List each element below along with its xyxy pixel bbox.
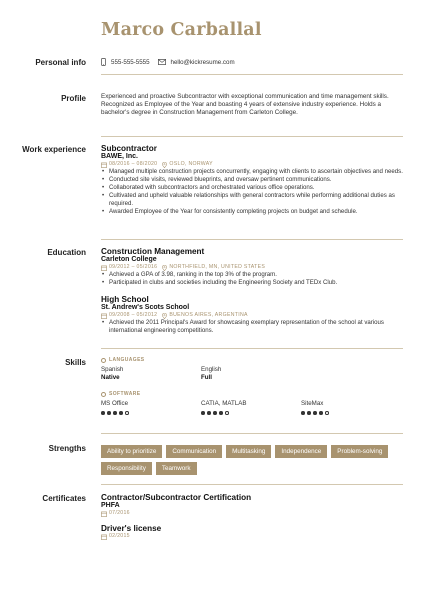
education-meta [101, 264, 405, 271]
filled-dot [219, 411, 223, 415]
divider [101, 239, 403, 240]
divider [101, 74, 403, 75]
filled-dot [107, 411, 111, 415]
education-dates: 09/2012 – 05/2016 [109, 264, 158, 270]
circle-icon [101, 392, 106, 397]
software-name: CATIA, MATLAB [201, 400, 247, 407]
education-location: NORTHFIELD, MN, UNITED STATES [169, 264, 266, 270]
list-item: • Awarded Employee of the Year for consistently completing projects on budget and schedule. [109, 208, 405, 216]
strength-tag: Teamwork [156, 462, 197, 475]
phone-icon [101, 58, 106, 66]
strength-tags [101, 445, 405, 479]
calendar-icon [101, 534, 107, 540]
certificate-entry [101, 524, 405, 540]
section-label-skills: Skills [65, 358, 86, 367]
empty-dot [225, 411, 229, 415]
section-label-certificates: Certificates [42, 494, 86, 503]
location-pin-icon [162, 313, 167, 319]
list-item: • Collaborated with subcontractors and orchestrated various office operations. [109, 184, 405, 192]
list-item: • Achieved the 2011 Principal's Award for showcasing exemplary representation of the school at various international engineering competitions. [109, 319, 405, 335]
languages-grid [101, 366, 405, 382]
list-item: • Conducted site visits, reviewed blueprints, and oversaw pertinent communications. [109, 176, 405, 184]
location-pin-icon [162, 162, 167, 168]
divider [101, 136, 403, 137]
filled-dot [213, 411, 217, 415]
school-name: Carleton College [101, 256, 157, 263]
filled-dot [201, 411, 205, 415]
company-name: BAWE, Inc. [101, 153, 138, 160]
divider [101, 484, 403, 485]
education-entry [101, 295, 405, 335]
language-level: Native [101, 374, 120, 381]
education-entry [101, 247, 405, 287]
divider [101, 433, 403, 434]
email-address[interactable]: hello@kickresume.com [170, 58, 235, 66]
calendar-icon [101, 162, 107, 168]
software-grid [101, 400, 405, 415]
education-meta [101, 312, 405, 319]
job-title: Subcontractor [101, 144, 157, 153]
education-bullets [101, 271, 405, 287]
strength-tag: Ability to prioritize [101, 445, 162, 458]
filled-dot [101, 411, 105, 415]
list-item: • Achieved a GPA of 3.98, ranking in the top 3% of the program. [109, 271, 405, 279]
job-location: OSLO, NORWAY [169, 161, 213, 167]
list-item: • Participated in clubs and societies including the Engineering Society and TEDx Club. [109, 279, 405, 287]
profile-summary: Experienced and proactive Subcontractor with exceptional communication and time management skills. Recognized as Employee of the Year and boasting 4 years of extensive industry experience. Holds a bachelor's degree in Construction Management from Carleton College. [101, 93, 389, 117]
contact-row [101, 58, 405, 66]
software-label: SOFTWARE [101, 391, 405, 397]
education-dates: 09/2008 – 05/2012 [109, 312, 158, 319]
languages-label: LANGUAGES [101, 357, 405, 363]
location-pin-icon [162, 265, 167, 271]
certificate-title: Driver's license [101, 524, 162, 533]
certificate-title: Contractor/Subcontractor Certification [101, 493, 252, 502]
filled-dot [319, 411, 323, 415]
language-name: English [201, 366, 222, 373]
certificate-entry [101, 493, 405, 517]
certificate-issuer: PHFA [101, 502, 120, 509]
software-item [301, 400, 401, 415]
software-item [201, 400, 301, 415]
empty-dot [125, 411, 129, 415]
degree-title: High School [101, 295, 149, 305]
filled-dot [113, 411, 117, 415]
email-icon [158, 59, 166, 65]
list-item: • Cultivated and upheld valuable relationships with general contractors while performing additional duties as required. [109, 192, 405, 208]
rating-dots [101, 411, 201, 415]
software-name: SiteMax [301, 400, 324, 407]
education-location: BUENOS AIRES, ARGENTINA [169, 312, 248, 319]
job-meta [101, 161, 405, 168]
strength-tag: Communication [166, 445, 222, 458]
degree-title: Construction Management [101, 247, 205, 256]
calendar-icon [101, 313, 107, 319]
strength-tag: Independence [275, 445, 327, 458]
rating-dots [301, 411, 401, 415]
job-bullets [101, 168, 405, 217]
circle-icon [101, 358, 106, 363]
divider [101, 348, 403, 349]
filled-dot [313, 411, 317, 415]
section-label-work: Work experience [22, 145, 86, 154]
empty-dot [325, 411, 329, 415]
section-label-profile: Profile [61, 94, 86, 103]
software-item [101, 400, 201, 415]
calendar-icon [101, 511, 107, 517]
section-label-strengths: Strengths [48, 444, 86, 453]
certificate-date: 07/2016 [109, 510, 130, 516]
language-item [201, 366, 301, 382]
filled-dot [307, 411, 311, 415]
section-label-education: Education [47, 248, 86, 257]
strength-tag: Multitasking [226, 445, 271, 458]
section-label-personal-info: Personal info [35, 58, 86, 67]
language-item [101, 366, 201, 382]
filled-dot [207, 411, 211, 415]
filled-dot [119, 411, 123, 415]
job-dates: 08/2016 – 08/2020 [109, 161, 158, 167]
certificate-date: 02/2015 [109, 533, 130, 539]
phone-number: 555-555-5555 [111, 58, 150, 66]
strength-tag: Problem-solving [331, 445, 388, 458]
certificate-meta [101, 533, 405, 540]
strength-tag: Responsibility [101, 462, 152, 475]
filled-dot [301, 411, 305, 415]
language-name: Spanish [101, 366, 124, 373]
rating-dots [201, 411, 301, 415]
calendar-icon [101, 265, 107, 271]
candidate-name: Marco Carballal [101, 20, 262, 40]
certificate-meta [101, 510, 405, 517]
education-bullets [101, 319, 405, 335]
software-name: MS Office [101, 400, 129, 407]
list-item: • Managed multiple construction projects concurrently, engaging with clients to ascertain objectives and needs. [109, 168, 405, 176]
school-name: St. Andrew's Scots School [101, 304, 190, 312]
language-level: Full [201, 374, 212, 381]
